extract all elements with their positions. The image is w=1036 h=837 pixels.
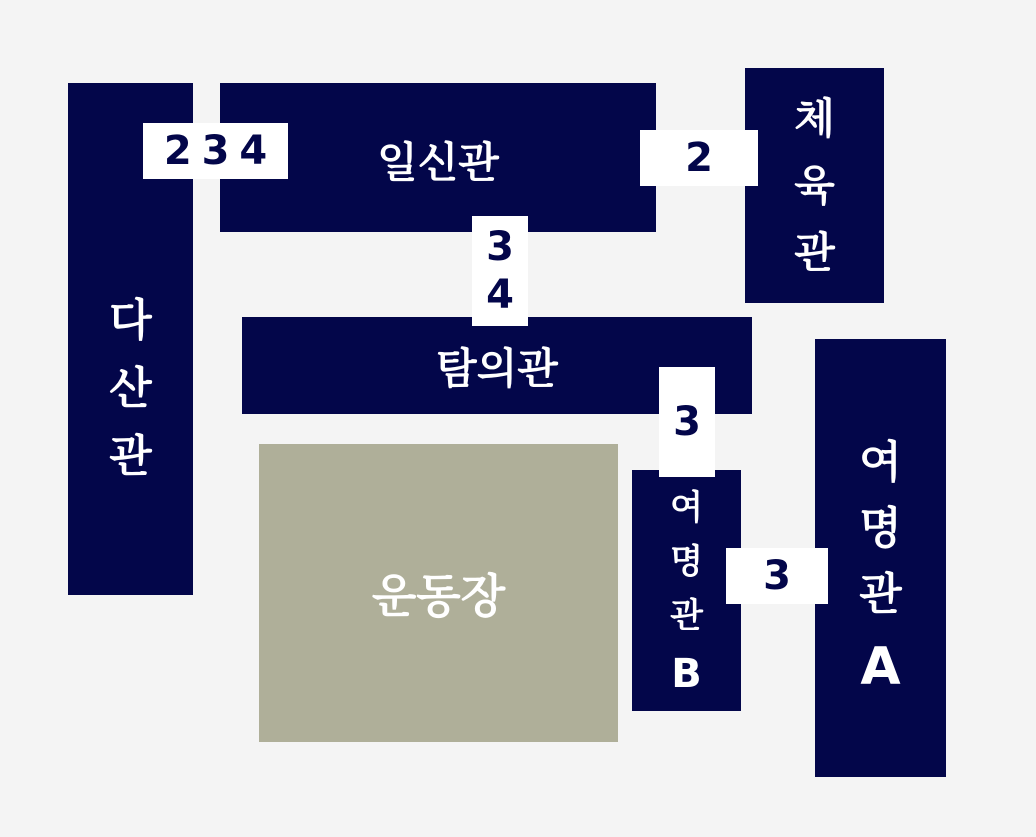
building-ilsin-label: 일신관 [377,137,499,187]
building-cheyuk-char: 관 [794,228,835,278]
floor-badge-ilsin-cheyuk-text: 2 [685,135,713,181]
floor-badge-yeomyeong-b-a [726,548,828,604]
building-yeomyeong-a-label [859,430,902,706]
floor-badge-dasan-ilsin [143,123,288,179]
floor-badge-ilsin-cheyuk [640,130,758,186]
floor-badge-tamui-yeomyeong-b-text: 3 [673,399,701,445]
building-dasan-char: 다 [109,294,152,346]
building-yeomyeong-b-char: 명 [670,542,703,583]
floor-badge-ilsin-tamui-text: 4 [486,272,514,318]
building-yeomyeong-a-char: 명 [859,503,902,554]
building-yeomyeong-b-label [670,482,703,706]
floor-badge-tamui-yeomyeong-b [659,367,715,477]
building-yeomyeong-b-char: B [671,651,702,698]
building-yeomyeong-b[interactable] [632,470,741,711]
building-yeomyeong-b-char: 여 [670,488,703,529]
building-yeomyeong-a-char: 여 [859,437,902,488]
building-cheyuk-char: 육 [794,160,835,210]
field-playground[interactable] [259,444,618,742]
building-dasan-label [109,287,152,492]
floor-badge-ilsin-tamui-text: 3 [486,224,514,270]
building-tamui-label: 탐의관 [436,343,558,393]
building-yeomyeong-a-char: 관 [859,569,902,620]
building-cheyuk-char: 체 [794,93,835,143]
floor-badge-yeomyeong-b-a-text: 3 [763,553,791,599]
building-yeomyeong-a[interactable] [815,339,946,777]
floor-badge-ilsin-tamui [472,216,528,326]
field-playground-label: 운동장 [371,569,506,623]
building-yeomyeong-a-char: A [860,637,901,697]
building-cheyuk[interactable] [745,68,884,303]
floor-badge-dasan-ilsin-text: 2 3 4 [163,128,268,174]
building-yeomyeong-b-char: 관 [670,595,703,636]
building-dasan-char: 관 [109,431,152,483]
building-cheyuk-label [794,85,835,287]
building-dasan-char: 산 [109,362,152,414]
